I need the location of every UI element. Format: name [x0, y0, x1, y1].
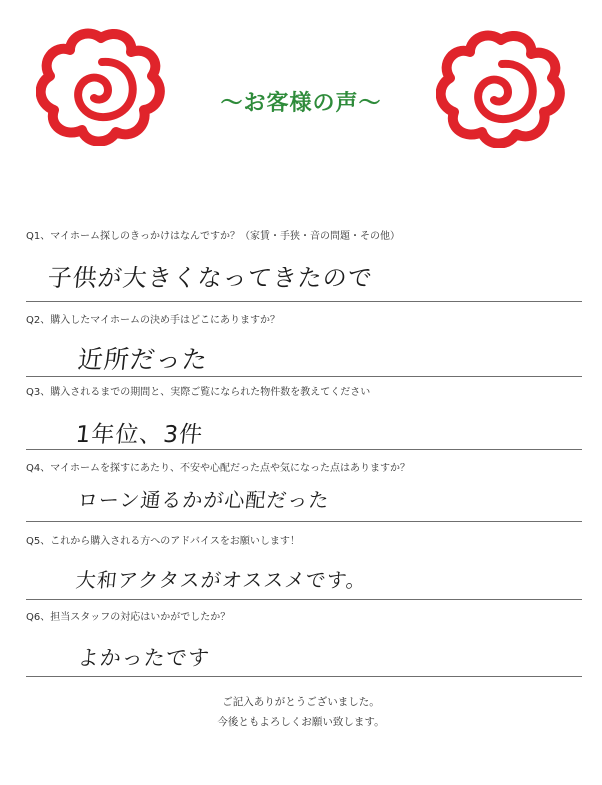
question-5: Q5、これから購入される方へのアドバイスをお願いします！: [26, 536, 300, 547]
answer-1: 子供が大きくなってきたので: [46, 264, 375, 292]
answer-3: 1年位、3件: [74, 422, 205, 448]
answer-5: 大和アクタスがオススメです。: [74, 568, 369, 592]
answer-line-4: [26, 521, 582, 522]
answer-4: ローン通るかが心配だった: [76, 488, 331, 512]
answer-2: 近所だった: [76, 345, 210, 374]
answer-line-1: [26, 301, 582, 302]
answer-line-2: [26, 376, 582, 377]
answer-6: よかったです: [76, 646, 212, 670]
question-4: Q4、マイホームを探すにあたり、不安や心配だった点や気になった点はありますか？: [26, 463, 411, 474]
question-1: Q1、マイホーム探しのきっかけはなんですか？（家賃・手狭・音の問題・その他）: [26, 231, 401, 242]
closing-regards: 今後ともよろしくお願い致します。: [217, 716, 385, 728]
answer-line-3: [26, 449, 582, 450]
page-title: ～お客様の声～: [220, 91, 382, 116]
question-6: Q6、担当スタッフの対応はいかがでしたか？: [26, 612, 231, 623]
answer-line-6: [26, 676, 582, 677]
closing-thanks: ご記入ありがとうございました。: [222, 696, 380, 708]
question-2: Q2、購入したマイホームの決め手はどこにありますか？: [26, 315, 281, 326]
question-3: Q3、購入されるまでの期間と、実際ご覧になられた物件数を教えてください: [26, 387, 371, 398]
answer-line-5: [26, 599, 582, 600]
